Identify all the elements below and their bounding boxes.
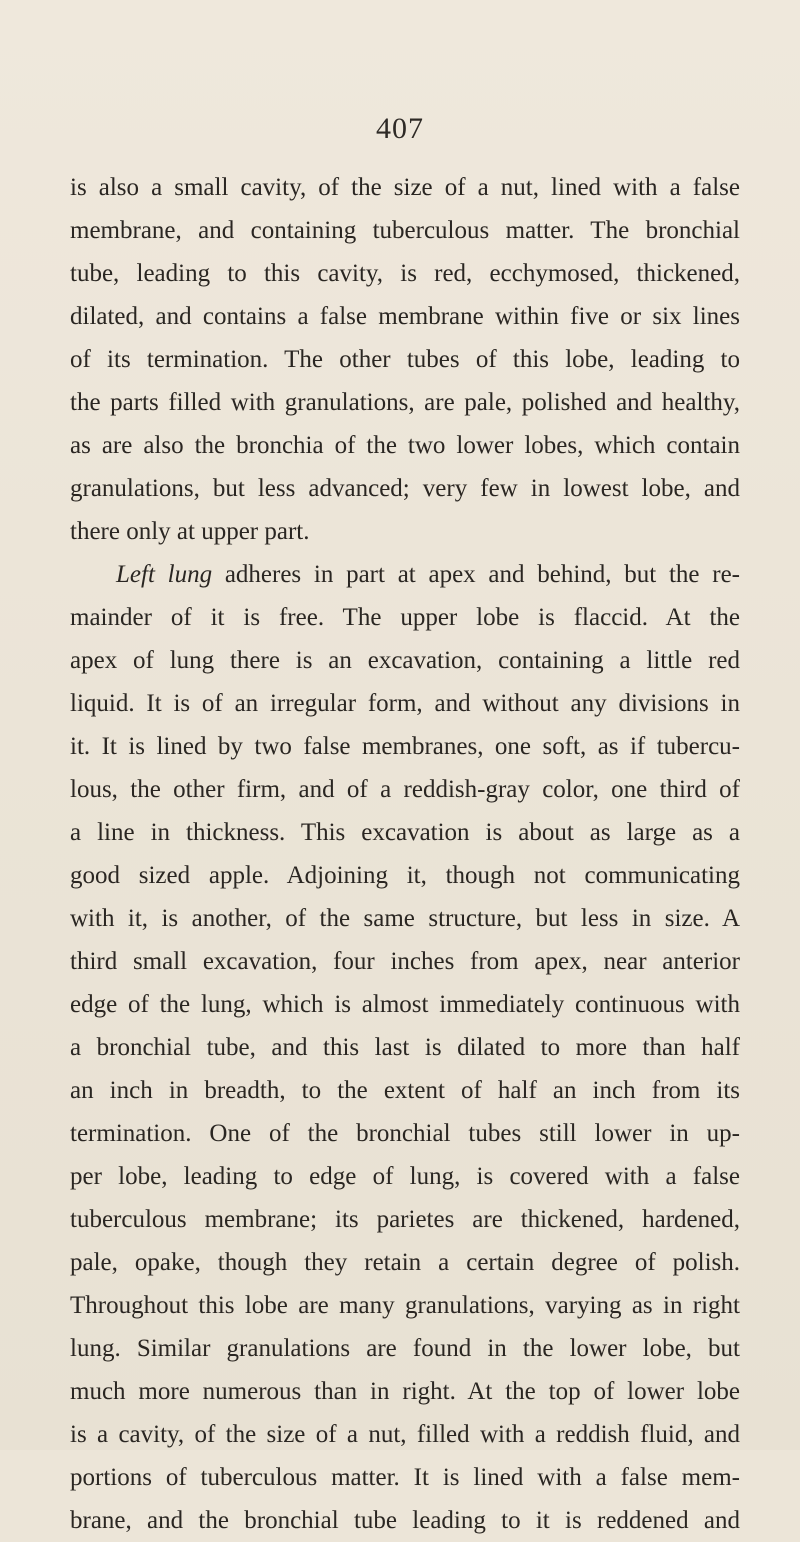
text-line xyxy=(70,166,740,209)
text-line-content: liquid. It is of an irregular form, and without any divisions in xyxy=(70,690,740,717)
text-line-content: lung. Similar granulations are found in the lower lobe, but xyxy=(70,1335,740,1362)
text-line-content: a line in thickness. This excavation is about as large as a xyxy=(70,819,740,846)
text-line-content: mainder of it is free. The upper lobe is flaccid. At the xyxy=(70,604,740,631)
text-line xyxy=(70,725,740,768)
text-line-content: membrane, and containing tuberculous matter. The bronchial xyxy=(70,217,740,244)
text-line xyxy=(70,553,740,596)
text-line xyxy=(70,682,740,725)
text-line xyxy=(70,897,740,940)
text-line xyxy=(70,510,740,553)
text-line xyxy=(70,1112,740,1155)
text-line-content: apex of lung there is an excavation, containing a little red xyxy=(70,647,740,674)
text-line xyxy=(70,596,740,639)
text-line-content: per lobe, leading to edge of lung, is covered with a false xyxy=(70,1163,740,1190)
text-line xyxy=(70,1327,740,1370)
text-line-content: is also a small cavity, of the size of a nut, lined with a false xyxy=(70,174,740,201)
text-line xyxy=(70,252,740,295)
italic-heading: Left lung xyxy=(116,561,213,588)
text-line-content: good sized apple. Adjoining it, though not communicating xyxy=(70,862,740,889)
text-line-content: brane, and the bronchial tube leading to it is reddened and xyxy=(70,1507,740,1534)
text-line-content: there only at upper part. xyxy=(70,518,310,545)
text-line-content: as are also the bronchia of the two lower lobes, which contain xyxy=(70,432,740,459)
text-line xyxy=(70,467,740,510)
text-line xyxy=(70,1456,740,1499)
text-line xyxy=(70,768,740,811)
text-line-content: it. It is lined by two false membranes, one soft, as if tubercu- xyxy=(70,733,740,760)
text-line xyxy=(70,1026,740,1069)
text-line-content: adheres in part at apex and behind, but the re- xyxy=(212,561,740,588)
text-line xyxy=(70,338,740,381)
text-line xyxy=(70,209,740,252)
text-line xyxy=(70,1155,740,1198)
text-line xyxy=(70,639,740,682)
text-line xyxy=(70,295,740,338)
text-line-content: portions of tuberculous matter. It is lined with a false mem- xyxy=(70,1464,740,1491)
text-line xyxy=(70,811,740,854)
text-line xyxy=(70,1370,740,1413)
text-line-content: an inch in breadth, to the extent of half an inch from its xyxy=(70,1077,740,1104)
text-line-content: of its termination. The other tubes of this lobe, leading to xyxy=(70,346,740,373)
text-line-content: is a cavity, of the size of a nut, filled with a reddish fluid, and xyxy=(70,1421,740,1448)
text-line-content: dilated, and contains a false membrane within five or six lines xyxy=(70,303,740,330)
page-number: 407 xyxy=(376,112,424,145)
text-line xyxy=(70,940,740,983)
text-line-content: with it, is another, of the same structure, but less in size. A xyxy=(70,905,740,932)
body-text xyxy=(70,166,740,1542)
text-line-content: edge of the lung, which is almost immediately continuous with xyxy=(70,991,740,1018)
text-line xyxy=(70,1284,740,1327)
text-line xyxy=(70,854,740,897)
text-line xyxy=(70,1069,740,1112)
text-line xyxy=(70,381,740,424)
text-line-content: third small excavation, four inches from apex, near anterior xyxy=(70,948,740,975)
text-line-content: a bronchial tube, and this last is dilated to more than half xyxy=(70,1034,740,1061)
text-line-content: termination. One of the bronchial tubes still lower in up- xyxy=(70,1120,740,1147)
text-line xyxy=(70,424,740,467)
text-line xyxy=(70,1241,740,1284)
text-line-content: the parts filled with granulations, are pale, polished and healthy, xyxy=(70,389,740,416)
text-line-content: Throughout this lobe are many granulations, varying as in right xyxy=(70,1292,740,1319)
text-line xyxy=(70,1499,740,1542)
text-line-content: tube, leading to this cavity, is red, ecchymosed, thickened, xyxy=(70,260,740,287)
text-line-content: lous, the other firm, and of a reddish-gray color, one third of xyxy=(70,776,740,803)
text-line-content: tuberculous membrane; its parietes are thickened, hardened, xyxy=(70,1206,740,1233)
text-line xyxy=(70,1198,740,1241)
text-line-content: granulations, but less advanced; very few in lowest lobe, and xyxy=(70,475,740,502)
text-line-content: much more numerous than in right. At the top of lower lobe xyxy=(70,1378,740,1405)
text-line-content: pale, opake, though they retain a certain degree of polish. xyxy=(70,1249,740,1276)
text-line xyxy=(70,983,740,1026)
